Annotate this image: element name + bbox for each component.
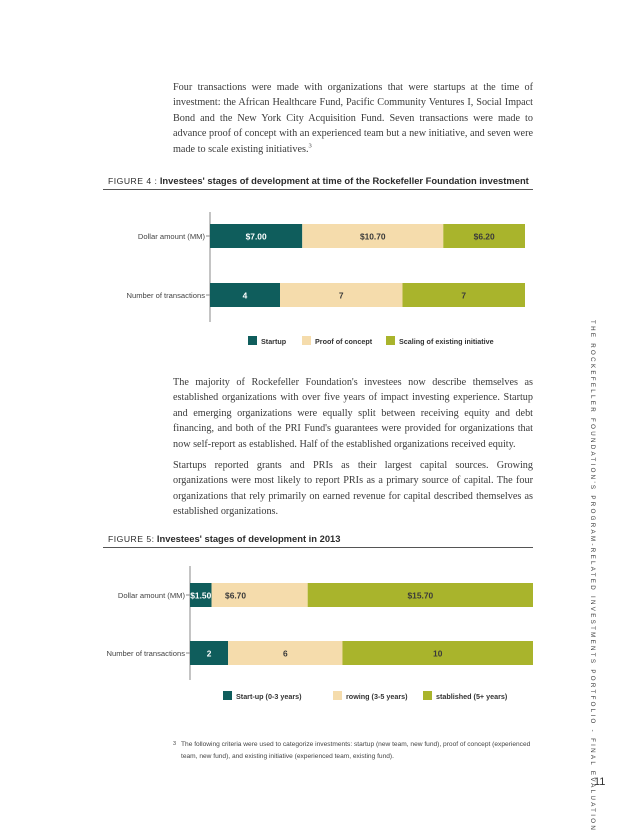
figure5-title: Investees' stages of development in 2013 bbox=[156, 533, 341, 544]
figure5-data-label: 6 bbox=[282, 648, 288, 659]
figure4-data-label: $10.70 bbox=[359, 231, 386, 242]
figure5-data-label: 10 bbox=[433, 648, 443, 659]
figure4-category-label: Dollar amount (MM) bbox=[137, 232, 205, 241]
figure4-title: Investees' stages of development at time of the Rockefeller Foundation investment bbox=[159, 175, 529, 186]
page-number: 11 bbox=[594, 776, 606, 788]
figure5-legend-label: stablished (5+ years) bbox=[436, 692, 508, 701]
figure5-legend-swatch bbox=[423, 691, 432, 700]
figure4-legend-label: Scaling of existing initiative bbox=[399, 337, 494, 346]
middle-paragraph-1: The majority of Rockefeller Foundation's investees now describe themselves as established organizations with over five years of impact investing experience. Startup and emerging organizations were equally split between receiving equity and debt financing, and both of the PRI Fund's guarantees were provided for organizations that now self-report as established. Half of the established organizations received equity. bbox=[173, 377, 533, 450]
figure5-legend-label: rowing (3-5 years) bbox=[346, 692, 408, 701]
figure4-legend-label: Proof of concept bbox=[315, 337, 373, 346]
footnote-ref: 3 bbox=[308, 142, 312, 150]
intro-paragraph: Four transactions were made with organizations that were startups at the time of investment: the African Healthcare Fund, Pacific Community Ventures I, Social Impact Bond and the New York City Acquisition Fund. Seven transactions were made to advance proof of concept with an experienced team but a new initiative, and seven were made to scale existing initiatives.$^3$ bbox=[173, 82, 533, 155]
figure4-data-label: $7.00 bbox=[245, 231, 267, 242]
figure4-number: FIGURE 4 : bbox=[108, 176, 158, 186]
side-running-title: THE ROCKEFELLER FOUNDATION'S PROGRAM-RELATED INVESTMENTS PORTFOLIO - FINAL EVALUATION bbox=[589, 320, 596, 832]
figure5-data-label: $15.70 bbox=[407, 590, 434, 601]
footnote-mark: 3 bbox=[173, 741, 177, 747]
footnote-text: The following criteria were used to categorize investments: startup (new team, new fund), proof of concept (experienced team, new fund), and existing initiative (experienced team, existing fund). bbox=[181, 741, 531, 760]
figure4-data-label: $6.20 bbox=[473, 231, 495, 242]
figure4-legend-swatch bbox=[302, 336, 311, 345]
figure4-chart bbox=[126, 212, 525, 346]
footnote bbox=[173, 739, 533, 763]
figure4-data-label: 7 bbox=[338, 290, 344, 301]
figure5-legend-swatch bbox=[223, 691, 232, 700]
figure5-legend-swatch bbox=[333, 691, 342, 700]
figure5-category-label: Dollar amount (MM) bbox=[117, 591, 185, 600]
figure4-data-label: 4 bbox=[242, 290, 248, 301]
figure5-data-label: 2 bbox=[206, 648, 212, 659]
middle-paragraph-2: Startups reported grants and PRIs as their largest capital sources. Growing organizations were most likely to report PRIs as a primary source of capital. The four organizations that rely primarily on earned revenue for capital described themselves as established organizations. bbox=[173, 460, 533, 518]
figure4-legend-swatch bbox=[386, 336, 395, 345]
figure5-legend-label: Start-up (0-3 years) bbox=[236, 692, 302, 701]
figure5-category-label: Number of transactions bbox=[106, 649, 185, 658]
figure4-data-label: 7 bbox=[461, 290, 467, 301]
figure5-number: FIGURE 5: bbox=[108, 534, 155, 544]
figure5-data-label: $6.70 bbox=[225, 590, 247, 601]
figure5-chart bbox=[106, 566, 533, 701]
figure4-legend-swatch bbox=[248, 336, 257, 345]
figure4-legend-label: Startup bbox=[261, 337, 287, 346]
figure4-category-label: Number of transactions bbox=[126, 291, 205, 300]
figure5-data-label: $1.50 bbox=[190, 590, 212, 601]
